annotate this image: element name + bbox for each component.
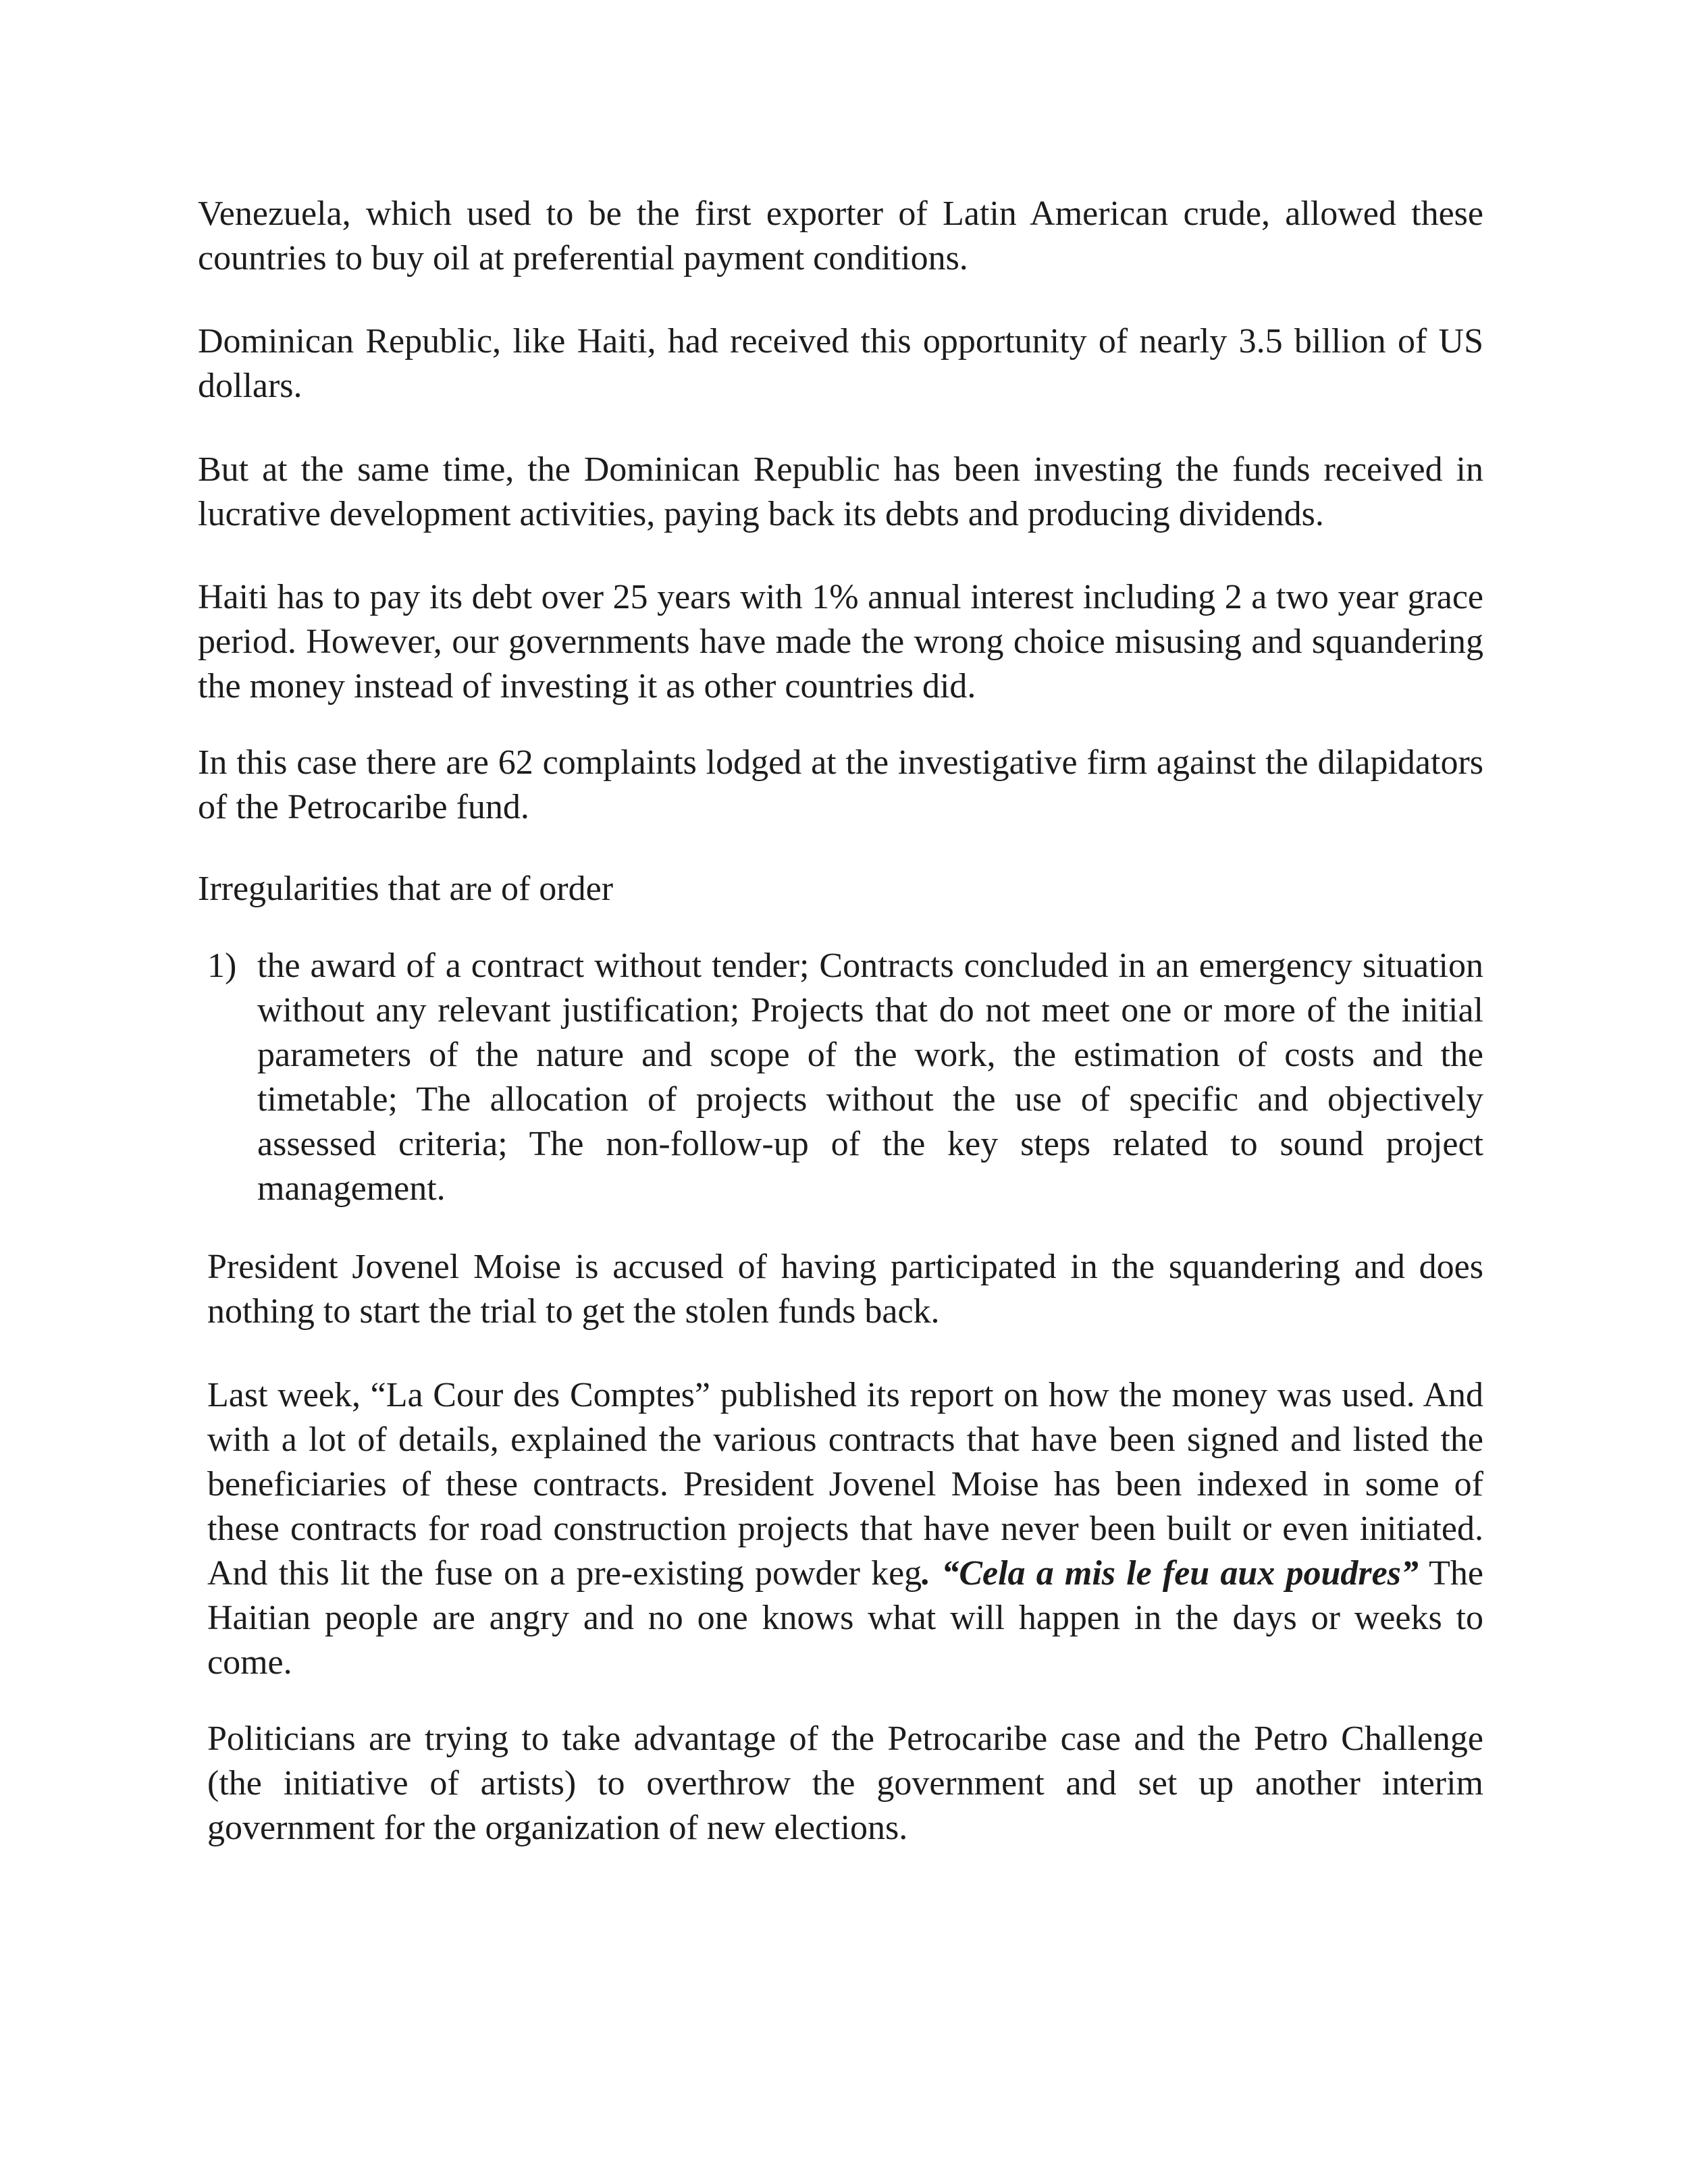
report-text: Last week, “La Cour des Comptes” published its report on how the money was used. And with a lot of details, explained the various contracts that have been signed and listed the beneficiaries of these contracts. President Jovenel Moise has been indexed in some of these contracts for road construction projects that have never been built or even initiated. And this lit the fuse on a pre-existing powder keg <box>207 1376 1483 1593</box>
paragraph-politicians: Politicians are trying to take advantage of the Petrocaribe case and the Petro Challenge (the initiative of artists) to overthrow the government and set up another interim government for the organization of new elections. <box>207 1720 1483 1847</box>
report-text-continued: The Haitian people are angry and no one knows what will happen in the days or weeks to come. <box>207 1554 1483 1682</box>
paragraph-irregularities-intro: Irregularities that are of order <box>198 870 614 908</box>
paragraph-haiti-debt: Haiti has to pay its debt over 25 years with 1% annual interest including 2 a two year grace period. However, our governments have made the wrong choice misusing and squandering the money instead of investing it as other countries did. <box>198 578 1483 705</box>
french-quote-emphasis: . “Cela a mis le feu aux poudres” <box>922 1554 1419 1593</box>
paragraph-cour-des-comptes <box>207 1373 1483 1685</box>
paragraph-dominican-republic: Dominican Republic, like Haiti, had received this opportunity of nearly 3.5 billion of US dollars. <box>198 322 1483 405</box>
paragraph-venezuela: Venezuela, which used to be the first exporter of Latin American crude, allowed these countries to buy oil at preferential payment conditions. <box>198 194 1483 277</box>
paragraph-president-accused: President Jovenel Moise is accused of having participated in the squandering and does nothing to start the trial to get the stolen funds back. <box>207 1248 1483 1331</box>
list-item-text: the award of a contract without tender; Contracts concluded in an emergency situation without any relevant justification; Projects that do not meet one or more of the initial parameters of the nature and scope of the work, the estimation of costs and the timetable; The allocation of projects without the use of specific and objectively assessed criteria; The non-follow-up of the key steps related to sound project management. <box>257 947 1483 1208</box>
list-item-number: 1) <box>207 947 237 985</box>
paragraph-investing-funds: But at the same time, the Dominican Republic has been investing the funds received in lucrative development activities, paying back its debts and producing dividends. <box>198 450 1483 533</box>
paragraph-complaints: In this case there are 62 complaints lodged at the investigative firm against the dilapidators of the Petrocaribe fund. <box>198 743 1483 826</box>
